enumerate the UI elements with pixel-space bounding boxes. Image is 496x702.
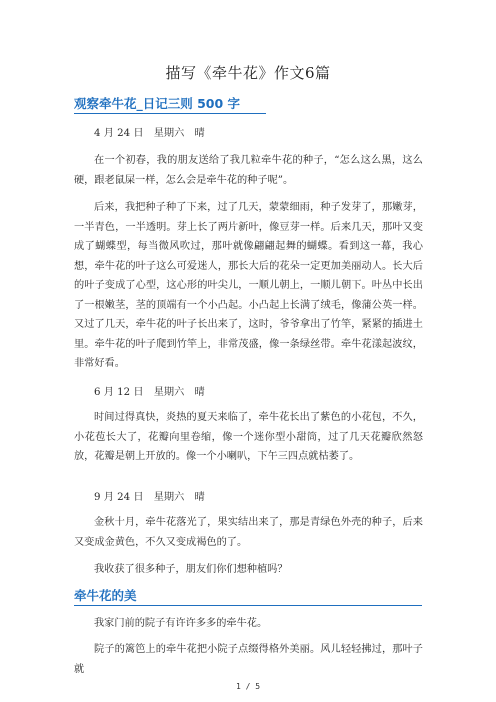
paragraph: 时间过得真快，炎热的夏天来临了，牵牛花长出了紫色的小花包，不久，小花苞长大了，花瓣向里卷缩，像一个迷你型小甜筒，过了几天花瓣欣然怒放，花瓣是朝上开放的。像一个小喇叭，下午三四点就枯萎了。 bbox=[74, 412, 423, 462]
section-heading-observe: 观察牵牛花_日记三则 500 字 bbox=[74, 96, 241, 111]
section-divider bbox=[74, 605, 422, 606]
diary-date-3: 9 月 24 日 星期六 晴 bbox=[94, 492, 205, 503]
paragraph: 我收获了很多种子，朋友们你们想种植吗？ bbox=[94, 564, 288, 575]
document-title: 描写《牵牛花》作文6篇 bbox=[165, 64, 331, 82]
paragraph: 在一个初春，我的朋友送给了我几粒牵牛花的种子，“怎么这么黑，这么硬，跟老鼠屎一样，怎么会是牵牛花的种子呢”。 bbox=[74, 155, 423, 186]
paragraph: 金秋十月，牵牛花落光了，果实结出来了，那是青绿色外壳的种子，后来又变成金黄色，不久又变成褐色的了。 bbox=[74, 517, 423, 548]
section-divider bbox=[74, 113, 266, 114]
section-heading-beauty: 牵牛花的美 bbox=[74, 588, 137, 603]
paragraph: 我家门前的院子有许许多多的牵牛花。 bbox=[94, 618, 268, 629]
paragraph: 后来，我把种子种了下来，过了几天，蒙蒙细雨，种子发芽了，那嫩芽，一半青色，一半透明。芽上长了两片新叶，像豆芽一样。后来几天，那叶又变成了蝴蝶型，每当微风吹过，那叶就像翩翩起舞的蝴蝶。看到这一幕，我心想，牵牛花的叶子这么可爱迷人，那长大后的花朵一定更加美丽动人。长大后的叶子变成了心型，这心形的叶尖儿，一顺儿朝上，一顺儿朝下。叶丛中长出了一根嫩茎，茎的顶端有一个小凸起。小凸起上长满了绒毛，像蒲公英一样。又过了几天，牵牛花的叶子长出来了，这时，爷爷拿出了竹竿，紧紧的插进土里。牵牛花的叶子爬到竹竿上，非常茂盛，像一条绿丝带。牵牛花漾起波纹，非常好看。 bbox=[74, 202, 423, 369]
page-indicator: 1 / 5 bbox=[235, 682, 261, 691]
diary-date-1: 4 月 24 日 星期六 晴 bbox=[94, 128, 205, 139]
paragraph: 院子的篱笆上的牵牛花把小院子点缀得格外美丽。风儿轻轻拂过，那叶子就 bbox=[74, 644, 423, 675]
diary-date-2: 6 月 12 日 星期六 晴 bbox=[94, 387, 205, 398]
